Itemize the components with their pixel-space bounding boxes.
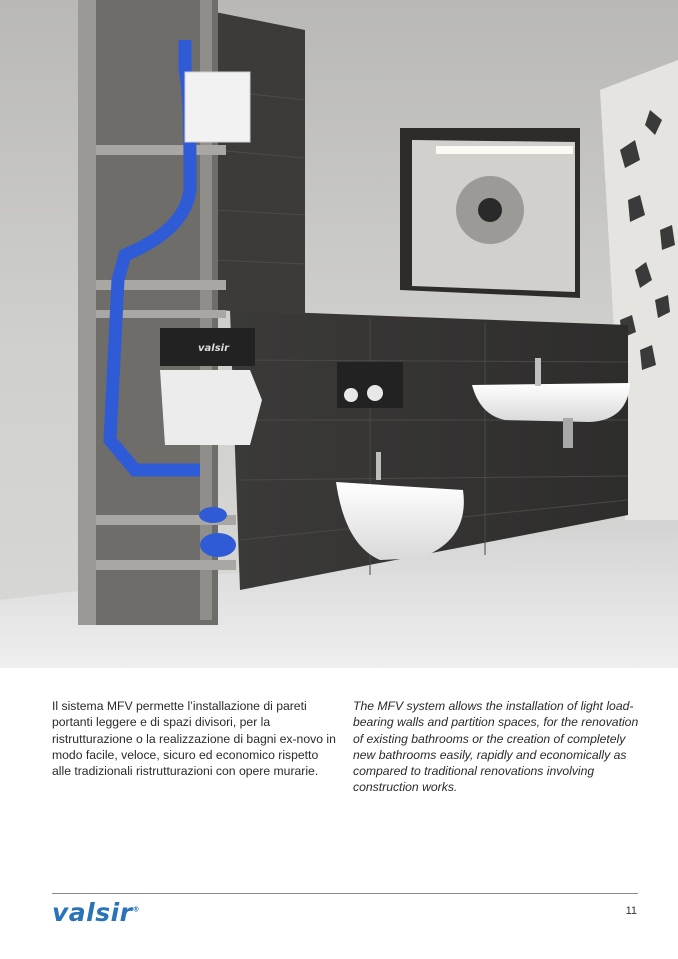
registered-mark: ® [132, 905, 141, 914]
cistern-brand-label: valsir [198, 343, 230, 354]
english-description: The MFV system allows the installation of light load-bearing walls and partition spaces, for the renovation of existing bathrooms or the creation of completely new bathrooms easily, rapidly and economically as compared to traditional renovations involving construction works. [353, 699, 639, 795]
page-number: 11 [625, 905, 637, 917]
valsir-logo [52, 898, 140, 927]
footer-divider [52, 893, 638, 894]
italian-description: Il sistema MFV permette l’installazione di pareti portanti leggere e di spazi divisori, per la ristrutturazione o la realizzazione di bagni ex-novo in modo facile, veloce, sicuro ed economico rispetto alle tradizionali ristrutturazioni con opere murarie. [52, 699, 336, 779]
logo-wordmark: valsir [52, 898, 133, 927]
